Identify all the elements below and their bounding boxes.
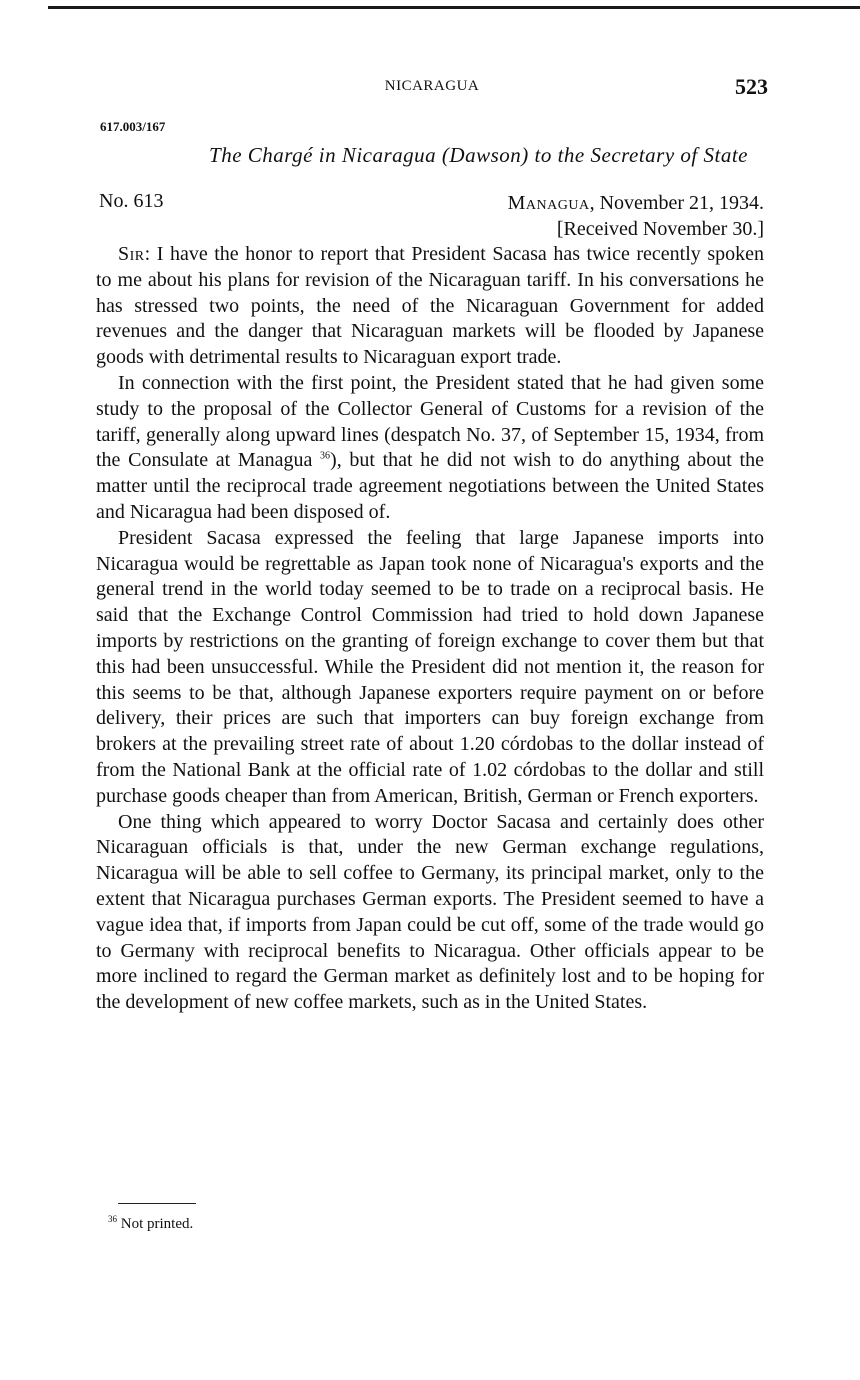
dateline — [508, 190, 764, 242]
received-date: [Received November 30.] — [556, 218, 764, 240]
document-title: The Chargé in Nicaragua (Dawson) to the Secretary of State — [209, 143, 748, 167]
paragraph-4: One thing which appeared to worry Doctor Sacasa and certainly does other Nicaraguan officials is that, under the new German exchange regulations, Nicaragua will be able to sell coffee to Germany, its principal market, only to the extent that Nicaragua purchases German exports. The President seemed to have a vague idea that, if imports from Japan could be cut off, some of the trade would go to Germany with reciprocal benefits to Nicaragua. Other officials appear to be more inclined to regard the German market as definitely lost and to be hoping for the development of new coffee markets, such as in the United States. — [96, 810, 764, 1014]
paragraph-2 — [96, 371, 764, 526]
running-title: NICARAGUA — [384, 78, 480, 94]
footnote-marker: 36 — [108, 1214, 117, 1224]
letter-body — [96, 242, 764, 1016]
footnote-rule — [118, 1203, 196, 1204]
page-header — [96, 76, 768, 100]
footnote-ref: 36 — [320, 450, 331, 462]
file-number: 617.003/167 — [100, 119, 166, 134]
top-rule — [48, 6, 860, 9]
dispatch-date: , November 21, 1934. — [589, 192, 764, 214]
salutation: Sir — [118, 243, 145, 265]
footnote — [108, 1216, 193, 1233]
dispatch-number: No. 613 — [99, 190, 164, 212]
paragraph-1-text: : I have the honor to report that President Sacasa has twice recently spoken to me about his plans for revision of the Nicaraguan tariff. In his conversations he has stressed two points, the need of the Nicaraguan Government for added revenues and the danger that Nicaraguan markets will be flooded by Japanese goods with detrimental results to Nicaraguan export trade. — [96, 243, 764, 369]
dispatch-place-date — [508, 190, 764, 216]
paragraph-2-text-a: In connection with the first point, the President stated that he had given some study to the proposal of the Collector General of Customs for a revision of the tariff, generally along upward lines (despatch No. 37, of September 15, 1934, from the Consulate at Managua — [96, 371, 764, 472]
paragraph-1 — [96, 242, 764, 371]
dispatch-place: Managua — [507, 192, 590, 214]
footnote-text: Not printed. — [117, 1216, 194, 1232]
paragraph-3: President Sacasa expressed the feeling that large Japanese imports into Nicaragua would be regrettable as Japan took none of Nicaragua's exports and the general trend in the world today seemed to be to trade on a reciprocal basis. He said that the Exchange Control Commission had tried to hold down Japanese imports by restrictions on the granting of foreign exchange to cover them but that this had been unsuccessful. While the President did not mention it, the reason for this seems to be that, although Japanese exporters require payment on or before delivery, their prices are such that importers can buy foreign exchange from brokers at the prevailing street rate of about 1.20 córdobas to the dollar instead of from the National Bank at the official rate of 1.02 córdobas to the dollar and still purchase goods cheaper than from American, British, German or French exporters. — [96, 526, 764, 807]
page-number: 523 — [735, 74, 768, 99]
paragraph-2-text-b: ), but that he did not wish to do anything about the matter until the reciprocal trade agreement negotiations between the United States and Nicaragua had been disposed of. — [96, 449, 764, 523]
